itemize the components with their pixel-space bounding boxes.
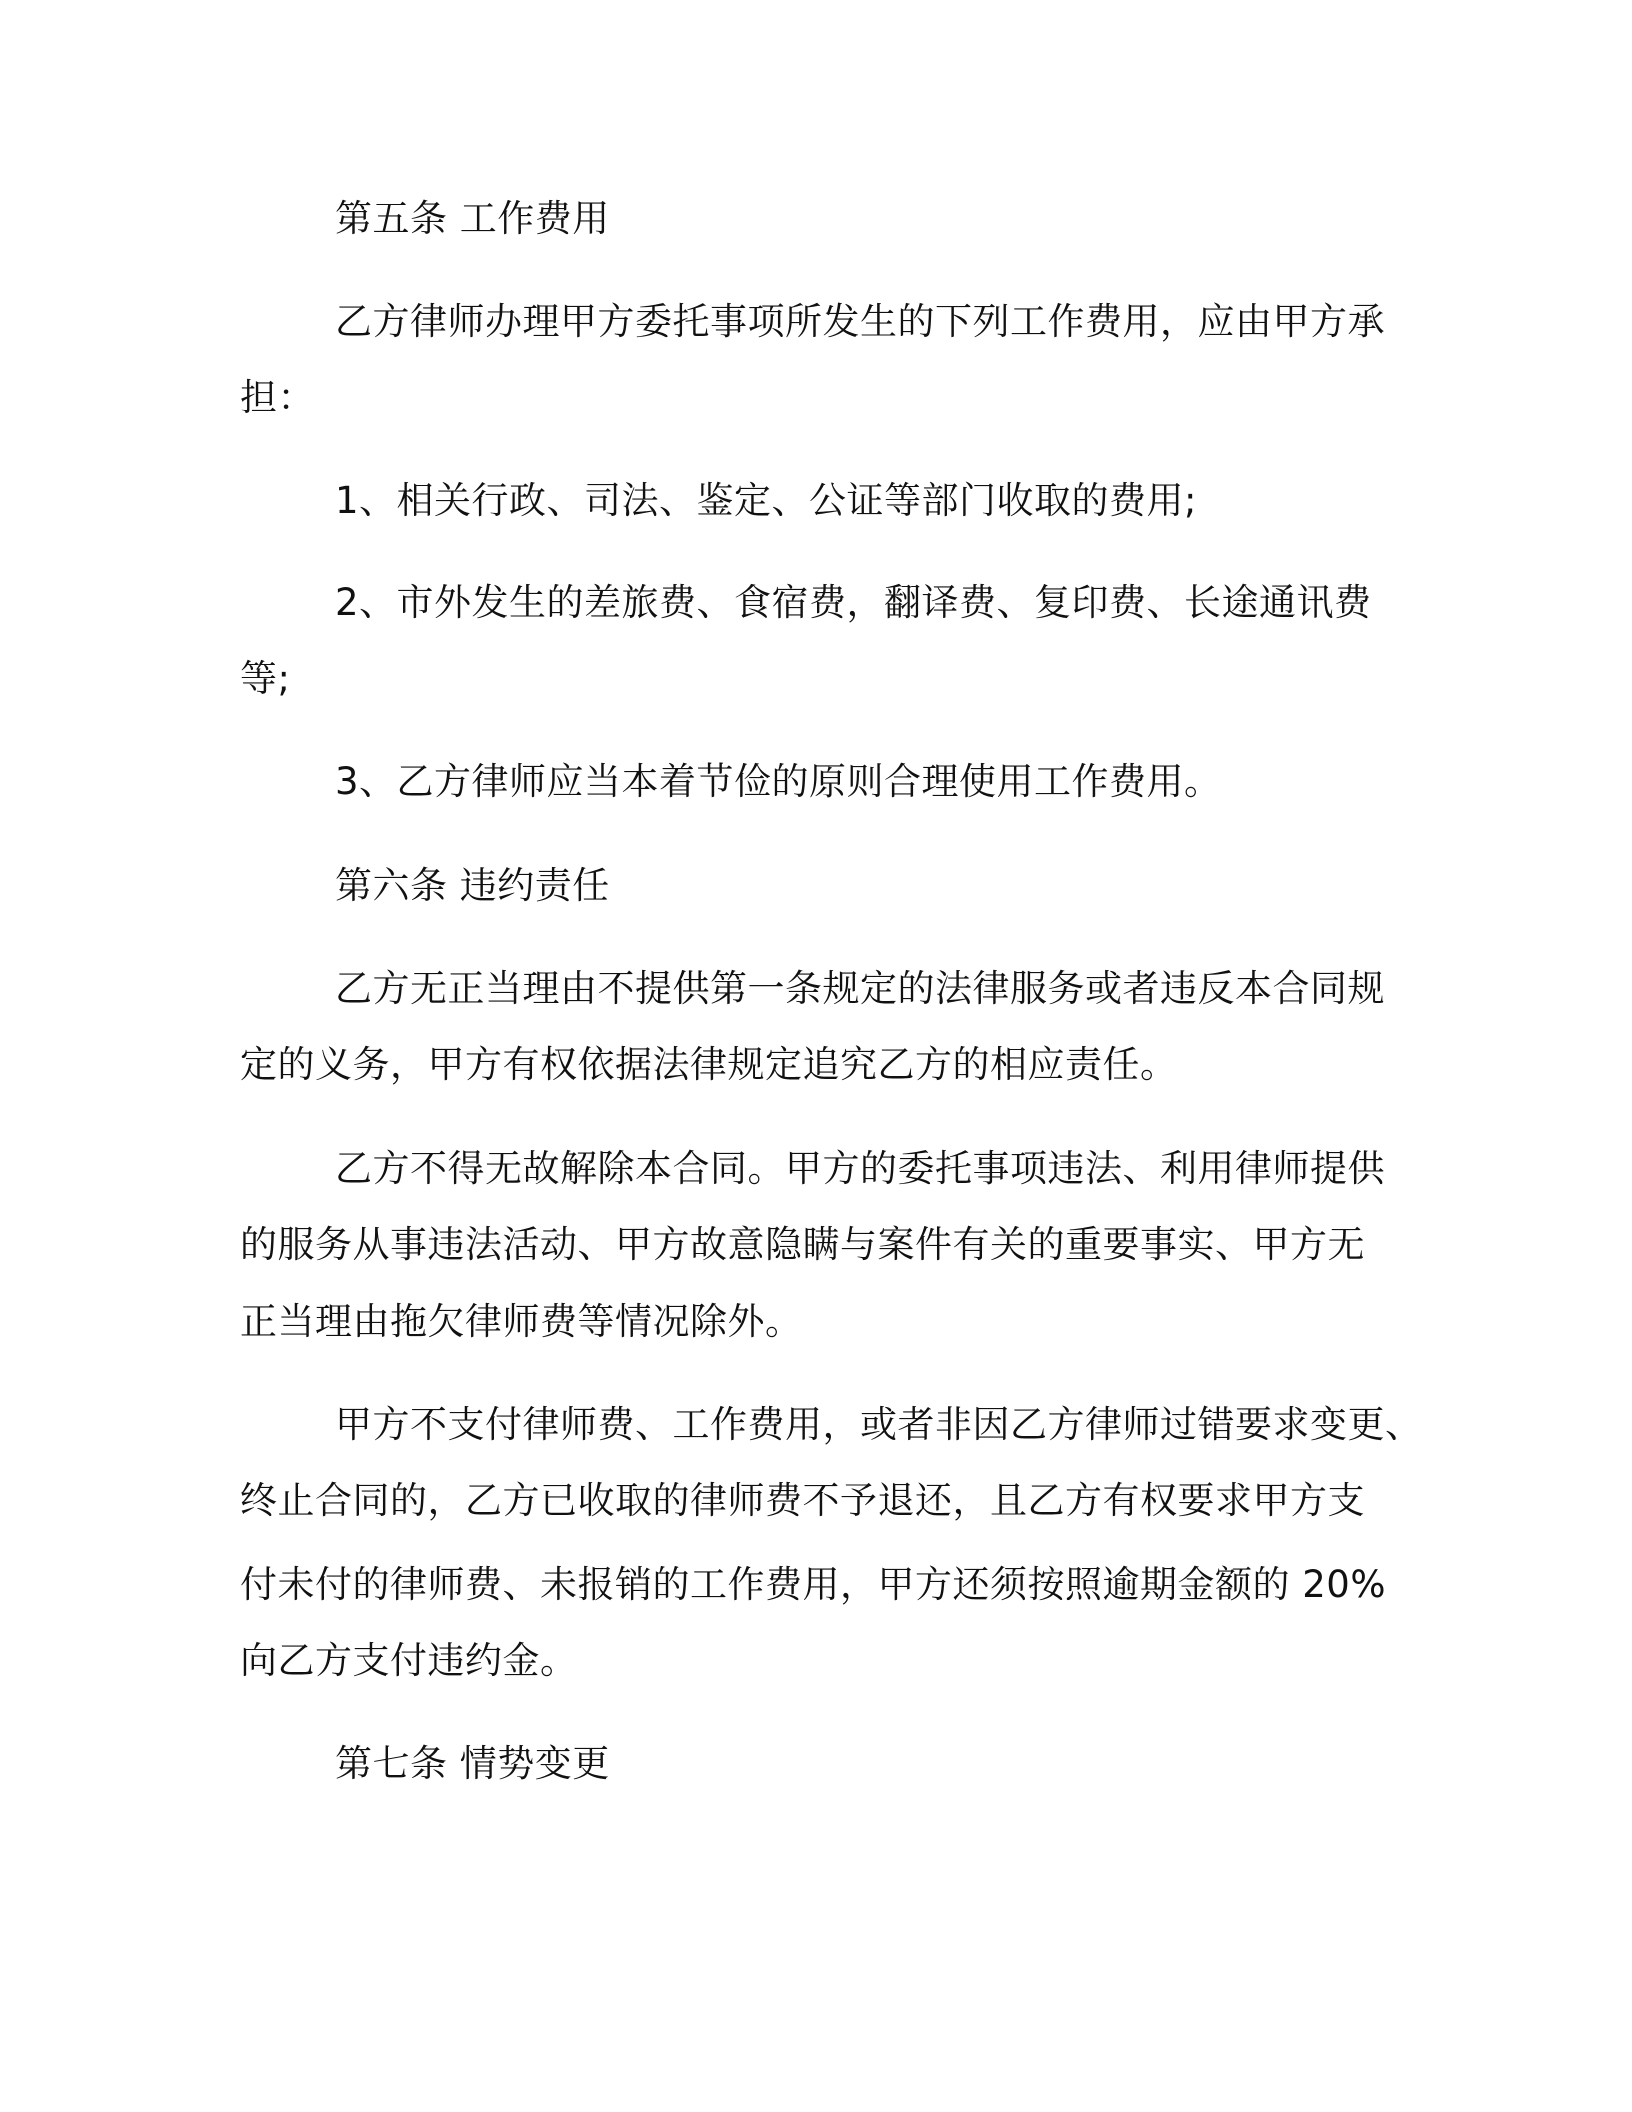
article5-item1: 1、相关行政、司法、鉴定、公证等部门收取的费用;: [335, 479, 1198, 522]
article6-para1-line1: 乙方无正当理由不提供第一条规定的法律服务或者违反本合同规: [335, 967, 1385, 1010]
article6-para3-line1: 甲方不支付律师费、工作费用，或者非因乙方律师过错要求变更、: [335, 1403, 1423, 1446]
article6-para3-line3: 付未付的律师费、未报销的工作费用，甲方还须按照逾期金额的 20%: [240, 1563, 1386, 1606]
article6-para2-line3: 正当理由拖欠律师费等情况除外。: [240, 1300, 803, 1343]
article6-para2-line1: 乙方不得无故解除本合同。甲方的委托事项违法、利用律师提供: [335, 1147, 1385, 1190]
article5-item2-line2: 等;: [240, 657, 291, 700]
article6-para2-line2: 的服务从事违法活动、甲方故意隐瞒与案件有关的重要事实、甲方无: [240, 1223, 1365, 1266]
article6-para3-line2: 终止合同的，乙方已收取的律师费不予退还，且乙方有权要求甲方支: [240, 1479, 1365, 1522]
article5-heading: 第五条 工作费用: [335, 197, 610, 240]
article7-heading: 第七条 情势变更: [335, 1742, 610, 1785]
article6-para3-line4: 向乙方支付违约金。: [240, 1639, 578, 1682]
article6-heading: 第六条 违约责任: [335, 864, 610, 907]
article5-item2-line1: 2、市外发生的差旅费、食宿费，翻译费、复印费、长途通讯费: [335, 581, 1372, 624]
article6-para1-line2: 定的义务，甲方有权依据法律规定追究乙方的相应责任。: [240, 1043, 1178, 1086]
article5-intro-line1: 乙方律师办理甲方委托事项所发生的下列工作费用，应由甲方承: [335, 300, 1385, 343]
article5-intro-line2: 担：: [240, 376, 315, 419]
article5-item3: 3、乙方律师应当本着节俭的原则合理使用工作费用。: [335, 760, 1222, 803]
